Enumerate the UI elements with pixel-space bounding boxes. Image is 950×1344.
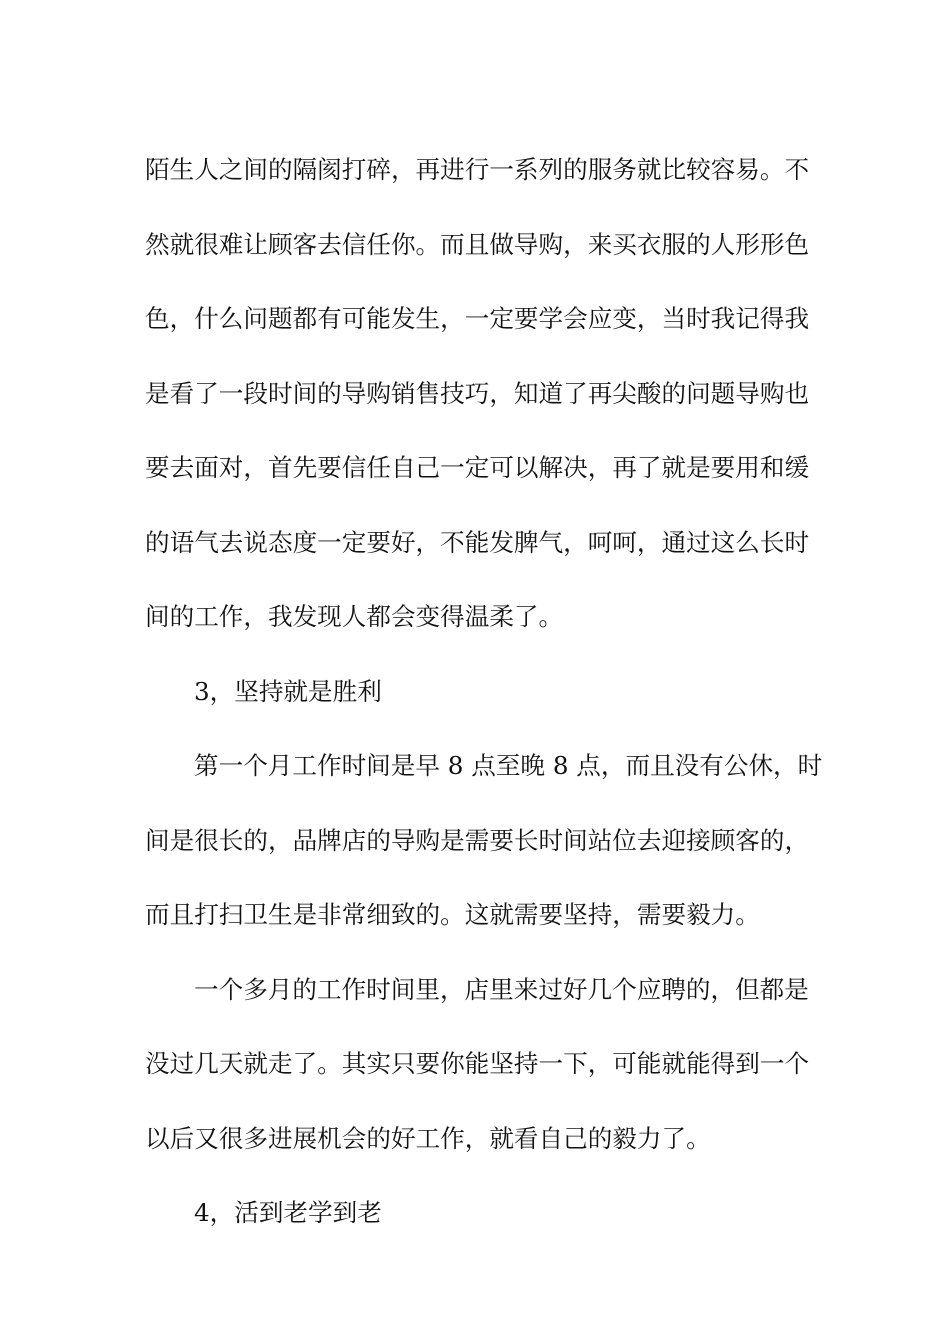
text-line: 要去面对，首先要信任自己一定可以解决，再了就是要用和缓 bbox=[145, 453, 810, 482]
text-line: 的语气去说态度一定要好，不能发脾气，呵呵，通过这么长时 bbox=[145, 527, 810, 557]
text-line: 间的工作，我发现人都会变得温柔了。 bbox=[145, 602, 564, 631]
body-text bbox=[145, 133, 823, 1251]
text-line: 然就很难让顾客去信任你。而且做导购，来买衣服的人形形色 bbox=[145, 229, 810, 259]
text-line: 以后又很多进展机会的好工作，就看自己的毅力了。 bbox=[145, 1123, 711, 1153]
text-line: 没过几天就走了。其实只要你能坚持一下，可能就能得到一个 bbox=[145, 1049, 810, 1078]
text-line: 3，坚持就是胜利 bbox=[194, 676, 382, 706]
text-line: 4，活到老学到老 bbox=[194, 1198, 382, 1227]
text-line: 一个多月的工作时间里，店里来过好几个应聘的，但都是 bbox=[194, 974, 809, 1004]
text-line: 色，什么问题都有可能发生，一定要学会应变，当时我记得我 bbox=[145, 304, 810, 333]
text-line: 是看了一段时间的导购销售技巧，知道了再尖酸的问题导购也 bbox=[145, 378, 810, 408]
text-line: 第一个月工作时间是早 8 点至晚 8 点，而且没有公休，时 bbox=[194, 751, 823, 780]
text-line: 陌生人之间的隔阂打碎，再进行一系列的服务就比较容易。不 bbox=[145, 155, 810, 184]
text-line: 而且打扫卫生是非常细致的。这就需要坚持，需要毅力。 bbox=[145, 900, 760, 929]
text-line: 间是很长的，品牌店的导购是需要长时间站位去迎接顾客的， bbox=[145, 825, 810, 855]
